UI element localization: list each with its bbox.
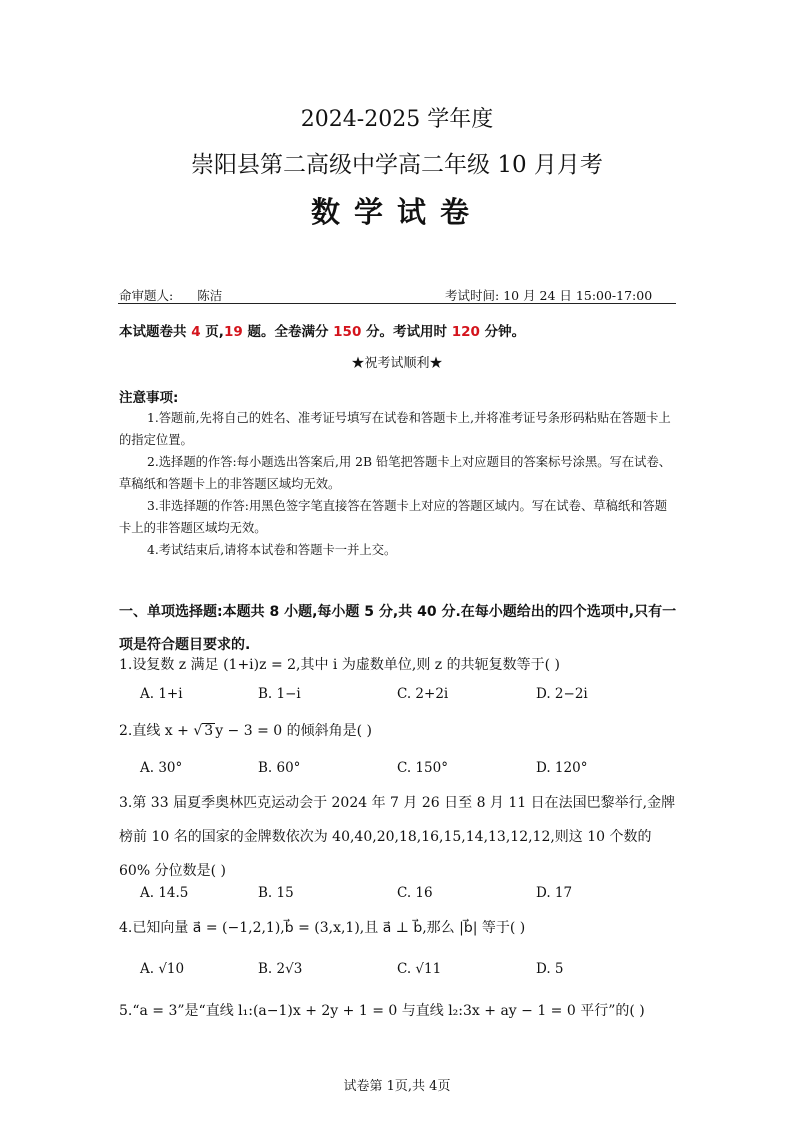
- info-text: 分。考试用时: [361, 324, 452, 340]
- question-1-options: [140, 686, 680, 706]
- option-d: D. 120°: [536, 760, 588, 776]
- option-c: C. 2+2i: [397, 686, 449, 702]
- option-c: C. 16: [397, 885, 433, 901]
- info-text: 分钟。: [479, 324, 526, 340]
- option-a: A. 30°: [140, 760, 183, 776]
- school-line: 崇阳县第二高级中学高二年级 10 月月考: [191, 152, 603, 178]
- section-title: 一、单项选择题:本题共 8 小题,每小题 5 分,共 40 分.在每小题给出的四个选项中,只有一项是符合题目要求的.: [119, 604, 677, 653]
- exam-info: [119, 320, 525, 340]
- option-c: C. √11: [397, 961, 442, 977]
- time-value: 10 月 24 日 15:00-17:00: [503, 288, 653, 303]
- subject-title: 数学试卷: [310, 195, 483, 229]
- question-1: 1.设复数 z 满足 (1+i)z = 2,其中 i 为虚数单位,则 z 的共轭复数等于( ): [119, 657, 560, 673]
- option-b: B. 60°: [258, 760, 301, 776]
- page-count: 4: [191, 324, 201, 340]
- sqrt-symbol: √: [193, 723, 203, 739]
- note-item: 1.答题前,先将自己的姓名、准考证号填写在试卷和答题卡上,并将准考证号条形码粘贴在答题卡上的指定位置。: [119, 411, 671, 447]
- total-score: 150: [333, 324, 362, 340]
- question-4: 4.已知向量 a⃗ = (−1,2,1),b⃗ = (3,x,1),且 a⃗ ⊥ b⃗,那么 |b⃗| 等于( ): [119, 920, 526, 936]
- exam-minutes: 120: [451, 324, 480, 340]
- option-d: D. 2−2i: [536, 686, 588, 702]
- info-text: 页,: [200, 324, 224, 340]
- option-d: D. 17: [536, 885, 573, 901]
- author-info: [119, 286, 222, 304]
- note-item: 2.选择题的作答:每小题选出答案后,用 2B 铅笔把答题卡上对应题目的答案标号涂黑。写在试卷、草稿纸和答题卡上的非答题区域均无效。: [119, 455, 672, 491]
- question-5: 5.“a = 3”是“直线 l₁:(a−1)x + 2y + 1 = 0 与直线 l₂:3x + ay − 1 = 0 平行”的( ): [119, 1003, 645, 1019]
- year-line: 2024-2025 学年度: [300, 107, 494, 132]
- option-a: A. √10: [140, 961, 185, 977]
- option-a: A. 14.5: [140, 885, 189, 901]
- exam-time: [445, 286, 652, 304]
- option-b: B. 15: [258, 885, 294, 901]
- note-item: 4.考试结束后,请将本试卷和答题卡一并上交。: [147, 543, 397, 557]
- question-2-options: [140, 760, 680, 780]
- question-3: 3.第 33 届夏季奥林匹克运动会于 2024 年 7 月 26 日至 8 月 11 日在法国巴黎举行,金牌榜前 10 名的国家的金牌数依次为 40,40,20,18,16,15,14,13,12,12,则这 10 个数的 60% 分位数是( ): [119, 795, 676, 879]
- question-3-options: [140, 885, 680, 905]
- time-label: 考试时间:: [445, 288, 500, 303]
- author-name: 陈洁: [197, 288, 223, 303]
- page-footer: 试卷第 1页,共 4页: [343, 1079, 451, 1094]
- notes-title: 注意事项:: [119, 390, 179, 406]
- question-2: [119, 714, 679, 748]
- question-2-stem-start: 2.直线 x +: [119, 723, 194, 739]
- info-text: 题。全卷满分: [242, 324, 334, 340]
- option-a: A. 1+i: [140, 686, 183, 702]
- question-4-options: [140, 961, 680, 981]
- option-b: B. 2√3: [258, 961, 303, 977]
- header-divider: [118, 303, 676, 304]
- option-b: B. 1−i: [258, 686, 301, 702]
- author-label: 命审题人:: [119, 288, 174, 303]
- question-count: 19: [223, 324, 243, 340]
- info-text: 本试题卷共: [119, 324, 192, 340]
- good-luck-line: ★祝考试顺利★: [351, 356, 443, 371]
- note-item: 3.非选择题的作答:用黑色签字笔直接答在答题卡上对应的答题区域内。写在试卷、草稿纸和答题卡上的非答题区域均无效。: [119, 499, 668, 535]
- question-2-stem-end: y − 3 = 0 的倾斜角是( ): [215, 723, 372, 739]
- option-c: C. 150°: [397, 760, 448, 776]
- option-d: D. 5: [536, 961, 564, 977]
- sqrt-radicand: 3: [204, 723, 214, 739]
